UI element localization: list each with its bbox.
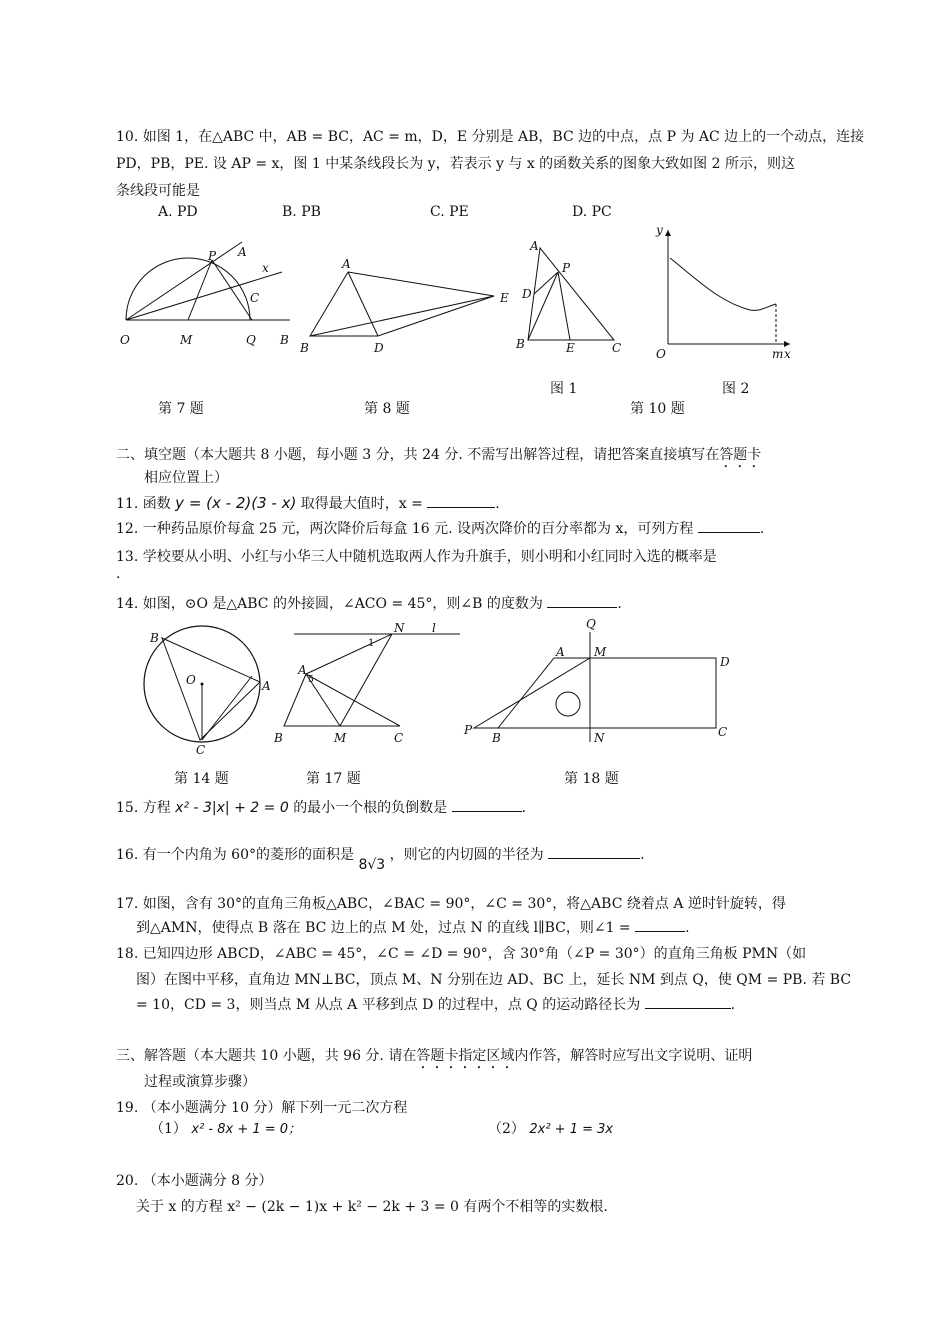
fig18-label-n: N	[594, 731, 605, 745]
q15-answer-blank[interactable]	[452, 797, 522, 812]
fig17-label-a: A	[298, 663, 307, 677]
section3-heading-line2: 过程或演算步骤）	[144, 1074, 256, 1090]
q13	[116, 546, 717, 566]
q10-option-d: D. PC	[572, 204, 612, 220]
fig7-label-o: O	[120, 333, 130, 347]
fig10-2-label-y: y	[656, 223, 663, 237]
fig10-2-label-m: m	[772, 347, 784, 361]
fig17-label-m: M	[334, 731, 347, 745]
fig7-label-m: M	[180, 333, 193, 347]
fig10-label-p: P	[562, 261, 571, 275]
fig18-label-c: C	[718, 725, 728, 739]
fig18-label-a: A	[556, 645, 565, 659]
q12	[116, 518, 764, 538]
fig2-label: 图 2	[722, 381, 750, 397]
q16-end: .	[640, 847, 645, 863]
fig14-label-b: B	[150, 631, 159, 645]
fig8-label-d: D	[374, 341, 384, 355]
q19-title: 19. （本小题满分 10 分）解下列一元二次方程	[116, 1100, 408, 1116]
section2-heading-sub: 相应位置上	[144, 470, 214, 486]
q14-text: 14. 如图，⊙O 是△ABC 的外接圆，∠ACO = 45°，则∠B 的度数为	[116, 596, 543, 612]
fig18-label-q: Q	[586, 617, 596, 631]
fig18-label-m: M	[594, 645, 607, 659]
fig14-label-o: O	[186, 673, 196, 687]
q16-answer-blank[interactable]	[548, 844, 640, 859]
section2-heading-emphasis: 答题卡	[719, 447, 762, 463]
figure-8	[296, 252, 520, 362]
section3-heading-text: 三、解答题（本大题共 10 小题，共 96 分. 请在	[116, 1048, 417, 1064]
q19-part1	[150, 1118, 301, 1138]
section3-heading-line1	[116, 1045, 752, 1072]
q14-end: .	[617, 596, 622, 612]
fig8-label-e: E	[500, 291, 509, 305]
q18-line3	[136, 994, 735, 1014]
fig1-label: 图 1	[550, 381, 578, 397]
section2-heading-line2	[144, 467, 228, 487]
q10-option-c: C. PE	[430, 204, 469, 220]
q17-line2	[136, 917, 690, 937]
fig17-caption: 第 17 题	[306, 771, 361, 787]
q18-line3-text: = 10，CD = 3，则当点 M 从点 A 平移到点 D 的过程中，点 Q 的运动路径长为	[136, 997, 641, 1013]
fig17-label-5: 5	[308, 675, 314, 685]
fig10-label-a: A	[530, 239, 539, 253]
fig8-caption: 第 8 题	[364, 401, 410, 417]
fig10-label-c: C	[612, 341, 622, 355]
fig10-label-d: D	[522, 287, 532, 301]
fig14-label-c: C	[196, 743, 206, 756]
q20-text: 关于 x 的方程 x² − (2k − 1)x + k² − 2k + 3 = 0 有两个不相等的实数根.	[136, 1199, 608, 1215]
q10-option-a: A. PD	[158, 204, 198, 220]
q16-prefix: 16. 有一个内角为 60°的菱形的面积是	[116, 847, 354, 863]
q11-suffix: 取得最大值时，x =	[300, 496, 423, 512]
q16-formula: 8√3	[358, 857, 386, 873]
section2-heading-text: 二、填空题（本大题共 8 小题，每小题 3 分，共 24 分. 不需写出解答过程，请把答案直接填写在	[116, 447, 720, 463]
q15-prefix: 15. 方程	[116, 800, 171, 816]
fig17-label-l: l	[432, 621, 436, 635]
fig18-label-p: P	[464, 723, 473, 737]
q12-text: 12. 一种药品原价每盒 25 元，两次降价后每盒 16 元. 设两次降价的百分率都为 x，可列方程	[116, 521, 694, 537]
fig17-label-c: C	[394, 731, 404, 745]
fig7-caption: 第 7 题	[158, 401, 204, 417]
figure-10-1	[510, 232, 630, 357]
section3-heading-emphasis: 答题卡指定区域	[416, 1048, 515, 1064]
figure-10-2	[650, 222, 800, 362]
q19-part1-formula: x² - 8x + 1 = 0；	[191, 1122, 302, 1137]
q15-formula: x² - 3|x| + 2 = 0	[175, 800, 289, 816]
q15	[116, 797, 526, 817]
q12-end: .	[759, 521, 765, 537]
figure-18	[462, 612, 752, 752]
q15-suffix: 的最小一个根的负倒数是	[293, 800, 448, 816]
fig14-caption: 第 14 题	[174, 771, 229, 787]
q18-answer-blank[interactable]	[645, 994, 731, 1009]
q16-suffix: ，则它的内切圆的半径为	[389, 847, 544, 863]
q19-part2-formula: 2x² + 1 = 3x	[529, 1122, 614, 1137]
q14	[116, 593, 622, 613]
fig18-caption: 第 18 题	[564, 771, 619, 787]
q19-part2	[488, 1118, 613, 1138]
q13-end: .	[116, 566, 121, 582]
fig18-label-b: B	[492, 731, 501, 745]
fig17-label-b: B	[274, 731, 283, 745]
fig10-caption: 第 10 题	[630, 401, 685, 417]
q19-part2-label: （2）	[488, 1121, 525, 1137]
q17-answer-blank[interactable]	[635, 917, 685, 932]
fig7-label-c: C	[250, 291, 260, 305]
figure-17	[268, 618, 468, 748]
q16	[116, 844, 645, 873]
fig7-label-x: x	[262, 261, 269, 275]
fig18-label-d: D	[720, 655, 730, 669]
q11	[116, 493, 500, 513]
fig7-label-b: B	[280, 333, 289, 347]
q18-line2: 图）在图中平移，直角边 MN⊥BC，顶点 M、N 分别在边 AD、BC 上，延长 NM 到点 Q，使 QM = PB. 若 BC	[136, 972, 852, 988]
fig8-label-a: A	[342, 257, 351, 271]
q10-line3: 条线段可能是	[116, 183, 200, 199]
q18-end: .	[730, 997, 736, 1013]
q14-answer-blank[interactable]	[547, 593, 617, 608]
fig17-label-1: 1	[368, 638, 375, 649]
q12-answer-blank[interactable]	[698, 518, 760, 533]
section3-heading-tail: 内作答，解答时应写出文字说明、证明	[514, 1048, 753, 1064]
fig10-label-e: E	[566, 341, 575, 355]
fig7-label-p: P	[208, 249, 217, 263]
q13-text: 13. 学校要从小明、小红与小华三人中随机选取两人作为升旗手，则小明和小红同时入选的概率是	[116, 549, 717, 565]
q11-prefix: 11. 函数	[116, 496, 171, 512]
q15-end: .	[521, 800, 527, 816]
q17-line1: 17. 如图，含有 30°的直角三角板△ABC，∠BAC = 90°，∠C = 30°，将△ABC 绕着点 A 逆时针旋转，得	[116, 896, 786, 912]
figure-14	[140, 622, 274, 756]
q10-line2: PD，PB，PE. 设 AP = x，图 1 中某条线段长为 y，若表示 y 与 x 的函数关系的图象大致如图 2 所示，则这	[116, 156, 795, 172]
fig17-label-n: N	[394, 621, 405, 635]
fig10-label-b: B	[516, 337, 525, 351]
q19-part1-label: （1）	[150, 1121, 187, 1137]
q11-end: .	[495, 496, 500, 512]
q20-title: 20. （本小题满分 8 分）	[116, 1173, 273, 1189]
fig7-label-a: A	[238, 245, 247, 259]
q18-line1: 18. 已知四边形 ABCD，∠ABC = 45°，∠C = ∠D = 90°，含 30°角（∠P = 30°）的直角三角板 PMN（如	[116, 946, 807, 962]
section2-heading-close: ）	[214, 470, 228, 486]
q10-line1: 10. 如图 1，在△ABC 中，AB = BC，AC = m，D，E 分别是 AB，BC 边的中点，点 P 为 AC 边上的一个动点，连接	[116, 129, 865, 145]
fig7-label-q: Q	[246, 333, 256, 347]
q17-line2-text: 到△AMN，使得点 B 落在 BC 边上的点 M 处，过点 N 的直线 l∥BC，则∠1 =	[136, 920, 631, 936]
q11-answer-blank[interactable]	[427, 493, 495, 508]
fig10-2-label-x: x	[784, 347, 791, 361]
fig10-2-label-o: O	[656, 347, 666, 361]
fig8-label-b: B	[300, 341, 309, 355]
q10-option-b: B. PB	[282, 204, 321, 220]
q11-formula: y = (x - 2)(3 - x)	[175, 494, 297, 512]
q17-end: .	[685, 920, 690, 936]
figure-7	[112, 232, 302, 357]
fig14-label-a: A	[262, 679, 271, 693]
